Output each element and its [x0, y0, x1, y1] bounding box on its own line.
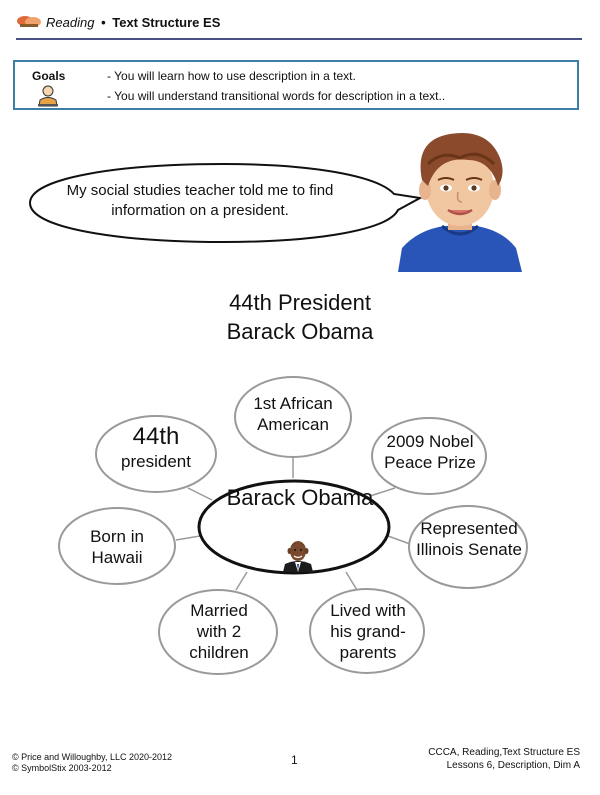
- footer-copyright-line2: © SymbolStix 2003-2012: [12, 763, 112, 773]
- header-separator: •: [101, 15, 106, 30]
- node-lower-left-text: Married with 2 children: [189, 601, 249, 662]
- boy-illustration: [398, 130, 522, 272]
- node-lower-right-text: Lived with his grand-parents: [330, 601, 406, 662]
- footer-copyright: [12, 752, 172, 774]
- speech-bubble-text: My social studies teacher told me to find information on a president.: [66, 182, 334, 219]
- main-title-line2: Barack Obama: [226, 319, 374, 344]
- footer-copyright-line1: © Price and Willoughby, LLC 2020-2012: [12, 752, 173, 762]
- main-title: [150, 288, 450, 346]
- header-brand: Reading: [46, 15, 95, 30]
- page-number: 1: [291, 753, 298, 767]
- node-right-text: Represented Illinois Senate: [416, 519, 522, 559]
- logo-icon: [16, 14, 42, 28]
- connector-line: [176, 536, 200, 540]
- header-text: [46, 15, 220, 30]
- node-upper-right-text: 2009 Nobel Peace Prize: [384, 432, 476, 472]
- footer-course: CCCA, Reading,Text Structure ES: [428, 747, 580, 758]
- page-header: [16, 14, 582, 40]
- connector-line: [236, 572, 247, 590]
- footer-course-info: [428, 746, 580, 772]
- goals-label: Goals: [32, 69, 66, 83]
- node-upper-left-text: [100, 423, 212, 472]
- connector-line: [188, 488, 212, 500]
- node-top-text: 1st African American: [253, 394, 333, 434]
- main-title-line1: 44th President: [229, 290, 371, 315]
- goal-item: - You will understand transitional words for description in a text..: [107, 89, 446, 103]
- connector-line: [346, 572, 357, 590]
- node-upper-left-line1: 44th: [132, 423, 180, 450]
- node-left-text: Born in Hawaii: [90, 527, 144, 567]
- president-portrait-icon: [283, 538, 313, 572]
- header-title: Text Structure ES: [112, 15, 221, 30]
- node-upper-left-line2: president: [121, 452, 191, 471]
- student-icon: [36, 84, 60, 108]
- center-node-text: Barack Obama: [226, 485, 374, 510]
- goal-item: - You will learn how to use description in a text.: [107, 69, 356, 83]
- header-rule: [16, 38, 582, 40]
- goals-box: [13, 60, 579, 110]
- footer-lesson: Lessons 6, Description, Dim A: [446, 760, 580, 771]
- connector-line: [388, 536, 410, 544]
